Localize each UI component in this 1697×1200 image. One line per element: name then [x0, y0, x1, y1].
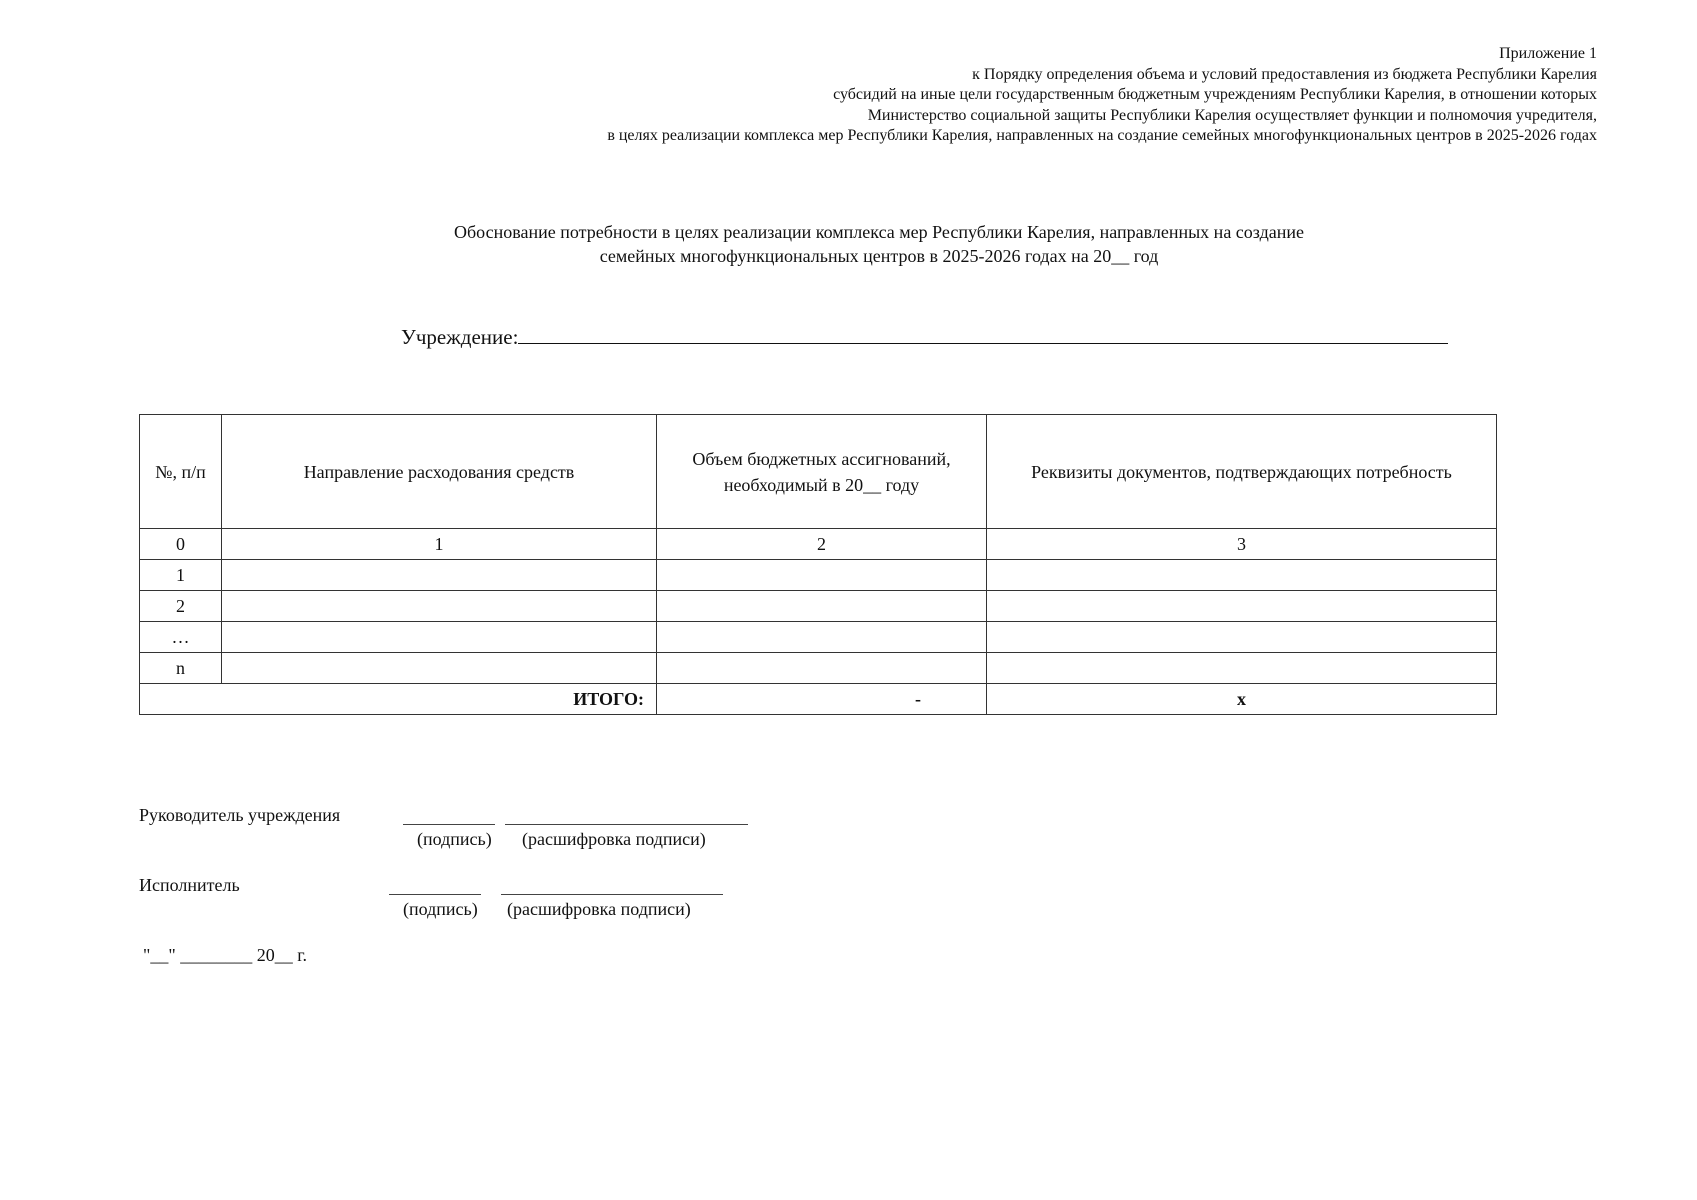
- total-documents: x: [987, 684, 1497, 715]
- row-direction-cell[interactable]: [222, 653, 657, 684]
- column-number: 3: [987, 529, 1497, 560]
- appendix-line-1: Приложение 1: [1499, 45, 1597, 62]
- date-line: "__" ________ 20__ г.: [143, 945, 308, 965]
- executor-decode-caption: (расшифровка подписи): [507, 899, 691, 919]
- column-number: 0: [140, 529, 222, 560]
- row-number: 1: [140, 560, 222, 591]
- document-title: [0, 220, 1697, 268]
- table-row: [140, 591, 1497, 622]
- table-row: [140, 622, 1497, 653]
- column-number: 2: [657, 529, 987, 560]
- row-direction-cell[interactable]: [222, 622, 657, 653]
- total-label: ИТОГО:: [140, 684, 657, 715]
- row-documents-cell[interactable]: [987, 591, 1497, 622]
- head-label: Руководитель учреждения: [139, 805, 341, 825]
- row-documents-cell[interactable]: [987, 622, 1497, 653]
- row-amount-cell[interactable]: [657, 653, 987, 684]
- appendix-line-4: Министерство социальной защиты Республики Карелия осуществляет функции и полномочия учредителя,: [867, 106, 1597, 124]
- row-number: …: [140, 622, 222, 653]
- row-documents-cell[interactable]: [987, 653, 1497, 684]
- head-signature-line[interactable]: [403, 824, 495, 825]
- head-signature-block: [139, 804, 779, 854]
- total-amount: -: [657, 684, 987, 715]
- appendix-line-3: субсидий на иные цели государственным бюджетным учреждениям Республики Карелия, в отношении которых: [833, 86, 1597, 103]
- header-number: №, п/п: [140, 415, 222, 529]
- head-decode-caption: (расшифровка подписи): [522, 829, 706, 849]
- appendix-line-5: в целях реализации комплекса мер Республики Карелия, направленных на создание семейных многофункциональных центров в 2025-2026 годах: [607, 127, 1597, 144]
- executor-signature-line[interactable]: [389, 894, 481, 895]
- row-direction-cell[interactable]: [222, 591, 657, 622]
- row-number: n: [140, 653, 222, 684]
- justification-table: [139, 414, 1497, 715]
- institution-label: Учреждение:: [401, 325, 519, 349]
- row-amount-cell[interactable]: [657, 560, 987, 591]
- title-line-1: Обоснование потребности в целях реализации комплекса мер Республики Карелия, направленных на создание: [454, 222, 1304, 242]
- institution-field: [401, 321, 1448, 350]
- table-header-row: [140, 415, 1497, 529]
- row-amount-cell[interactable]: [657, 591, 987, 622]
- table-row: [140, 560, 1497, 591]
- header-documents: Реквизиты документов, подтверждающих потребность: [987, 415, 1497, 529]
- header-budget-volume: Объем бюджетных ассигнований, необходимый в 20__ году: [657, 415, 987, 529]
- column-number: 1: [222, 529, 657, 560]
- institution-blank-line[interactable]: [518, 321, 1448, 344]
- column-number-row: [140, 529, 1497, 560]
- header-direction: Направление расходования средств: [222, 415, 657, 529]
- title-line-2: семейных многофункциональных центров в 2025-2026 годах на 20__ год: [599, 246, 1159, 266]
- appendix-header: [607, 44, 1597, 147]
- row-direction-cell[interactable]: [222, 560, 657, 591]
- total-row: [140, 684, 1497, 715]
- executor-decode-line[interactable]: [501, 894, 723, 895]
- executor-signature-caption: (подпись): [403, 899, 478, 919]
- table-row: [140, 653, 1497, 684]
- row-amount-cell[interactable]: [657, 622, 987, 653]
- executor-signature-block: [139, 874, 779, 924]
- row-documents-cell[interactable]: [987, 560, 1497, 591]
- row-number: 2: [140, 591, 222, 622]
- appendix-line-2: к Порядку определения объема и условий предоставления из бюджета Республики Карелия: [972, 65, 1597, 83]
- executor-label: Исполнитель: [139, 875, 240, 895]
- head-decode-line[interactable]: [505, 824, 748, 825]
- head-signature-caption: (подпись): [417, 829, 492, 849]
